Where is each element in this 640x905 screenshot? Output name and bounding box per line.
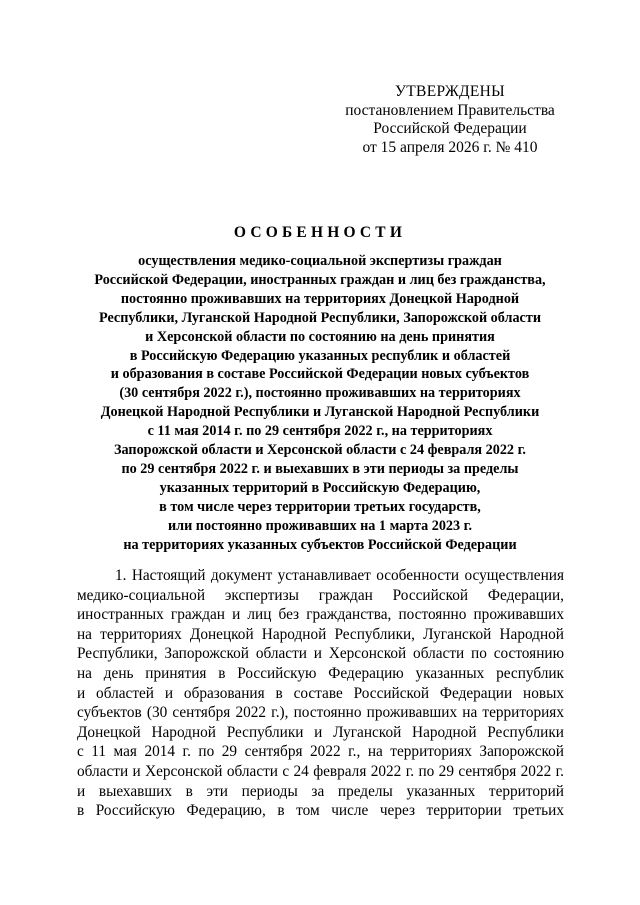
document-subtitle: [60, 252, 580, 555]
subtitle-line: Донецкой Народной Республики и Луганской Народной Республики: [100, 404, 540, 421]
paragraph-line: области и Херсонской области с 24 февраля 2022 г. по 29 сентября 2022 г.: [77, 762, 564, 780]
paragraph-line: 1. Настоящий документ устанавливает особенности осуществления: [115, 567, 564, 584]
subtitle-line: Российской Федерации, иностранных граждан и лиц без гражданства,: [94, 271, 546, 288]
subtitle-line: указанных территорий в Российскую Федерацию,: [159, 479, 481, 496]
paragraph-line: на день принятия в Российскую Федерацию указанных республик: [77, 664, 564, 682]
paragraph-line: иностранных граждан и лиц без гражданства, постоянно проживавших: [77, 606, 564, 624]
subtitle-line: осуществления медико-социальной экспертизы граждан: [138, 253, 502, 269]
subtitle-line: Запорожской области и Херсонской области с 24 февраля 2022 г.: [114, 442, 526, 459]
subtitle-line: в Российскую Федерацию указанных республик и областей: [129, 347, 511, 364]
paragraph-line: медико-социальной экспертизы граждан Российской Федерации,: [77, 586, 564, 604]
subtitle-line: и Херсонской области по состоянию на день принятия: [145, 328, 495, 345]
document-title: ОСОБЕННОСТИ: [233, 224, 407, 241]
subtitle-line: по 29 сентября 2022 г. и выехавших в эти периоды за пределы: [121, 460, 519, 477]
approval-block: [330, 83, 570, 157]
approval-line-government: Российской Федерации: [373, 120, 527, 137]
paragraph-line: и выехавших в эти периоды за пределы указанных территорий: [77, 782, 564, 800]
paragraph-line: Республики, Запорожской области и Херсонской области по состоянию: [77, 645, 564, 663]
subtitle-line: постоянно проживавших на территориях Донецкой Народной: [120, 290, 520, 307]
subtitle-line: или постоянно проживавших на 1 марта 2023 г.: [167, 517, 473, 534]
approval-line-decree: постановлением Правительства: [345, 101, 555, 119]
approval-line-date: от 15 апреля 2026 г. № 410: [362, 138, 538, 156]
paragraph-line: в Российскую Федерацию, в том числе через территории третьих: [77, 802, 564, 820]
subtitle-line: (30 сентября 2022 г.), постоянно проживавших на территориях: [119, 385, 521, 402]
paragraph-line: на территориях Донецкой Народной Республики, Луганской Народной: [77, 625, 564, 643]
approval-title: УТВЕРЖДЕНЫ: [395, 83, 505, 100]
subtitle-line: и образования в составе Российской Федерации новых субъектов: [110, 366, 530, 383]
paragraph-1: [77, 566, 564, 821]
paragraph-line: Донецкой Народной Республики и Луганской Народной Республики: [77, 723, 564, 741]
paragraph-line: с 11 мая 2014 г. по 29 сентября 2022 г., на территориях Запорожской: [77, 743, 564, 761]
subtitle-line: на территориях указанных субъектов Российской Федерации: [123, 536, 517, 553]
subtitle-line: с 11 мая 2014 г. по 29 сентября 2022 г., на территориях: [147, 423, 493, 440]
paragraph-line: субъектов (30 сентября 2022 г.), постоянно проживавших на территориях: [77, 704, 564, 722]
paragraph-line: и областей и образования в составе Российской Федерации новых: [77, 684, 564, 702]
subtitle-line: Республики, Луганской Народной Республики, Запорожской области: [98, 309, 542, 326]
subtitle-line: в том числе через территории третьих государств,: [159, 498, 481, 515]
